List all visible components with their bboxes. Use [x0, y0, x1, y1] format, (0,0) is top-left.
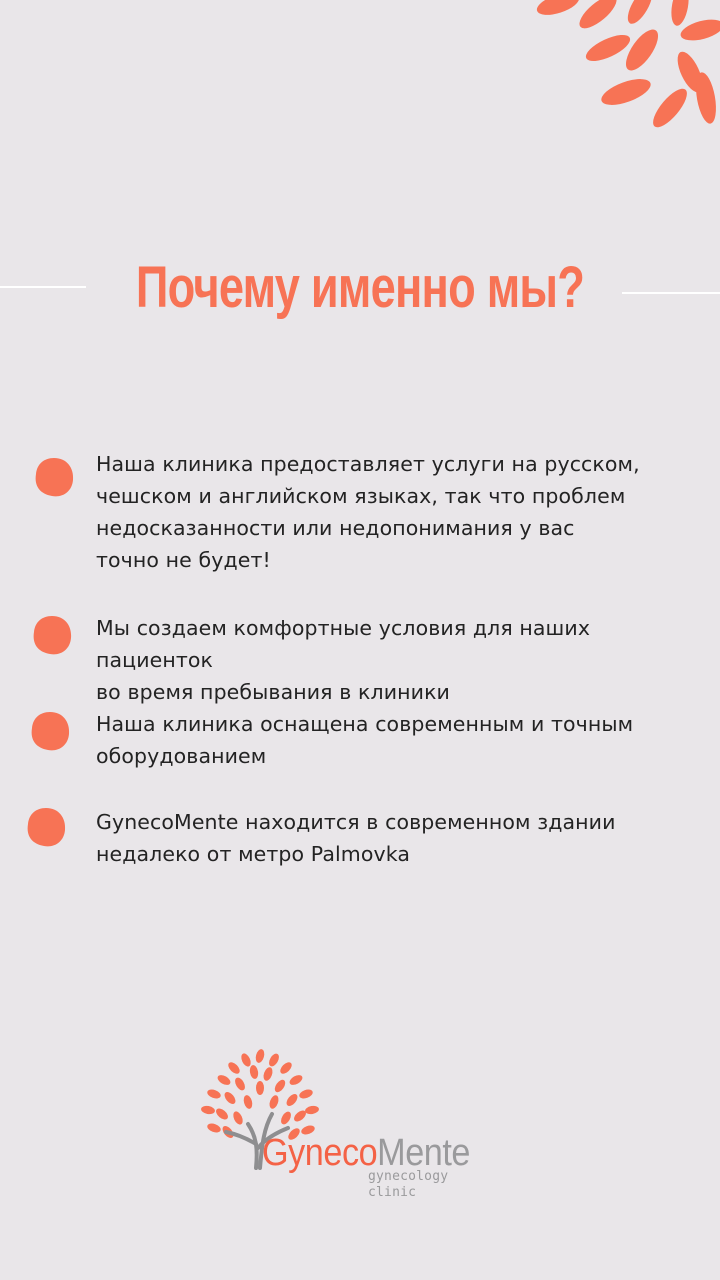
list-item-text: Мы создаем комфортные условия для наших пациенток во время пребывания в клиники: [96, 616, 591, 704]
logo-subtitle: gynecology clinic: [368, 1169, 449, 1200]
bullet-dot-icon: [26, 806, 66, 848]
leaves-icon: [530, 0, 720, 150]
list-item-text: Наша клиника оснащена современным и точным оборудованием: [96, 712, 634, 768]
bullet-dot-icon: [30, 710, 70, 752]
title-line-left: [0, 286, 86, 288]
bullet-dot-icon: [34, 456, 74, 498]
list-item-text: GynecoMente находится в современном здании недалеко от метро Palmovka: [96, 810, 616, 866]
logo: [200, 1048, 500, 1198]
bullet-dot-icon: [32, 614, 72, 656]
page-title: Почему именно мы?: [135, 255, 585, 320]
list-item-text: Наша клиника предоставляет услуги на русском, чешском и английском языках, так что проблем недосказанности или недопонимания у вас точно не будет!: [96, 452, 640, 572]
logo-name: GynecoMente: [262, 1132, 470, 1174]
